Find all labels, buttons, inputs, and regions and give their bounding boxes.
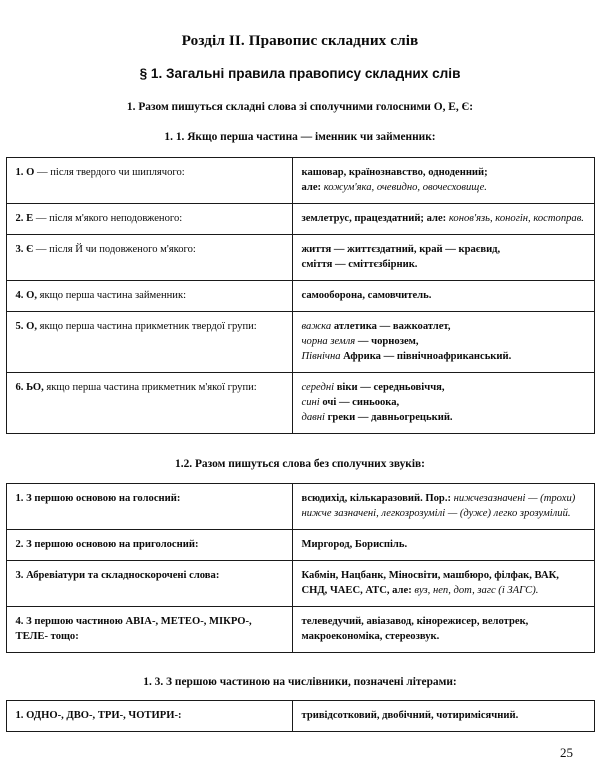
rule-title: 1. Разом пишуться складні слова зі сполучними голосними О, Е, Є: xyxy=(126,100,474,113)
rule-condition-text: 1. З першою основою на голосний: xyxy=(15,492,181,504)
exception-examples: кожум'яка, очевидно, овочесховище. xyxy=(321,181,487,193)
exception-label: але: xyxy=(301,181,322,193)
table-3-container xyxy=(0,700,600,732)
example-line: атлетика — важкоатлет, xyxy=(331,320,451,332)
rule-example-cell xyxy=(292,203,594,234)
example-italic: давні xyxy=(301,412,325,424)
rule-condition-text: — після м'якого неподовженого: xyxy=(33,212,183,224)
table-row xyxy=(6,373,594,434)
example-italic: чорна земля xyxy=(301,335,356,347)
rules-table-1 xyxy=(6,157,595,434)
rule-condition-text: — після твердого чи шиплячого: xyxy=(34,166,185,178)
rule-condition-text: якщо перша частина прикметник твердої групи: xyxy=(36,320,257,332)
rules-table-2 xyxy=(6,483,595,653)
rule-letter: 2. Е xyxy=(15,212,34,224)
example-italic: нижчезазначені — (трохи) нижче зазначені, легкозрозумілі — (дуже) легко зрозумілий. xyxy=(301,492,576,519)
table-row xyxy=(6,606,594,652)
section-1-2-heading-container xyxy=(0,458,600,471)
rule-condition-cell xyxy=(6,234,292,280)
example-line: греки — давньогрецький. xyxy=(324,412,453,424)
table-row xyxy=(6,560,594,606)
rule-condition-cell xyxy=(6,280,292,311)
rule-example-cell xyxy=(292,606,594,652)
example-line: сміття — сміттєзбірник. xyxy=(301,258,418,270)
rule-example-cell xyxy=(292,280,594,311)
rule-condition-text: 4. З першою частиною xyxy=(15,615,126,627)
rule-example-cell xyxy=(292,373,594,434)
table-row xyxy=(6,234,594,280)
example-line: всюдихід, кількаразовий. xyxy=(301,492,426,504)
rule-letter: 3. Є xyxy=(15,243,34,255)
table-row xyxy=(6,529,594,560)
rule-condition-cell xyxy=(6,373,292,434)
paragraph-title: § 1. Загальні правила правопису складних слів xyxy=(139,65,461,81)
rule-condition-text: 1. ОДНО-, ДВО-, ТРИ-, ЧОТИРИ-: xyxy=(15,710,182,722)
rule-condition-text: 3. Абревіатури та складноскорочені слова: xyxy=(15,569,220,581)
rule-condition-cell xyxy=(6,529,292,560)
example-line: життя — життєздатний, край — краєвид, xyxy=(301,243,501,255)
example-line: Кабмін, Нацбанк, Міносвіти, машбюро, філфак, ВАК, СНД, ЧАЕС, АТС, xyxy=(301,569,559,596)
example-line: кашовар, країнознавство, одноденний; xyxy=(301,166,488,178)
page-number: 25 xyxy=(560,745,573,760)
exception-examples: вуз, неп, дот, загс (і ЗАГС). xyxy=(411,584,539,596)
table-row xyxy=(6,157,594,203)
rule-condition-cell xyxy=(6,560,292,606)
rules-table-3 xyxy=(6,700,595,732)
section-1-3-heading-container xyxy=(0,676,600,689)
table-row xyxy=(6,701,594,732)
rule-condition-cell xyxy=(6,606,292,652)
exception-examples: конов'язь, коногін, костоправ. xyxy=(446,212,584,224)
example-line: тривідсотковий, двобічний, чотиримісячний. xyxy=(301,710,519,722)
rule-example-cell xyxy=(292,483,594,529)
rule-letter: 4. О, xyxy=(15,289,37,301)
rule-condition-text: 2. З першою основою на приголосний: xyxy=(15,538,199,550)
section-1-1-title: 1. 1. Якщо перша частина — іменник чи займенник: xyxy=(164,131,436,144)
rule-example-cell xyxy=(292,529,594,560)
rule-example-cell xyxy=(292,234,594,280)
rule-condition-text: якщо перша частина прикметник м'якої групи: xyxy=(43,382,257,394)
table-row xyxy=(6,203,594,234)
rule-prefixes: АВІА-, МЕТЕО-, МІКРО-, ТЕЛЕ- xyxy=(15,615,252,642)
section-1-3-title: 1. 3. З першою частиною на числівники, позначені літерами: xyxy=(143,675,457,688)
example-line: телеведучий, авіазавод, кінорежисер, велотрек, макроекономіка, стереозвук. xyxy=(301,615,529,642)
rule-letter: 1. О xyxy=(15,166,35,178)
section-1-2-title: 1.2. Разом пишуться слова без сполучних звуків: xyxy=(175,458,425,471)
rule-condition-cell xyxy=(6,483,292,529)
example-italic: середні xyxy=(301,382,335,394)
example-line: Африка — північноафриканський. xyxy=(340,351,512,363)
rule-condition-cell xyxy=(6,203,292,234)
example-line: — чорнозем, xyxy=(355,335,419,347)
exception-label: але: xyxy=(392,584,412,596)
rule-example-cell xyxy=(292,157,594,203)
example-line: очі — синьоока, xyxy=(319,397,400,409)
rule-letter: 6. ЬО, xyxy=(15,382,44,394)
chapter-title: Розділ II. Правопис складних слів xyxy=(181,32,419,49)
example-line: землетрус, працездатний; xyxy=(301,212,424,224)
table-1-container xyxy=(0,157,600,434)
example-italic: сині xyxy=(301,397,320,409)
exception-label: але: xyxy=(426,212,447,224)
table-row xyxy=(6,483,594,529)
rule-condition-suffix: тощо: xyxy=(47,630,79,642)
table-2-container xyxy=(0,483,600,653)
rule-condition-text: якщо перша частина займенник: xyxy=(36,289,187,301)
example-line: віки — середньовіччя, xyxy=(334,382,445,394)
example-line: Миргород, Бориспіль. xyxy=(301,538,408,550)
example-italic: Північна xyxy=(301,351,341,363)
rule-condition-cell xyxy=(6,311,292,372)
rule-condition-cell xyxy=(6,701,292,732)
rule-condition-text: — після Й чи подовженого м'якого: xyxy=(33,243,196,255)
table-row xyxy=(6,311,594,372)
rule-example-cell xyxy=(292,560,594,606)
example-italic: важка xyxy=(301,320,332,332)
example-line: самооборона, самовчитель. xyxy=(301,289,432,301)
rule-example-cell xyxy=(292,701,594,732)
compare-label: Пор.: xyxy=(425,492,451,504)
rule-example-cell xyxy=(292,311,594,372)
rule-condition-cell xyxy=(6,157,292,203)
table-row xyxy=(6,280,594,311)
rule-letter: 5. О, xyxy=(15,320,37,332)
